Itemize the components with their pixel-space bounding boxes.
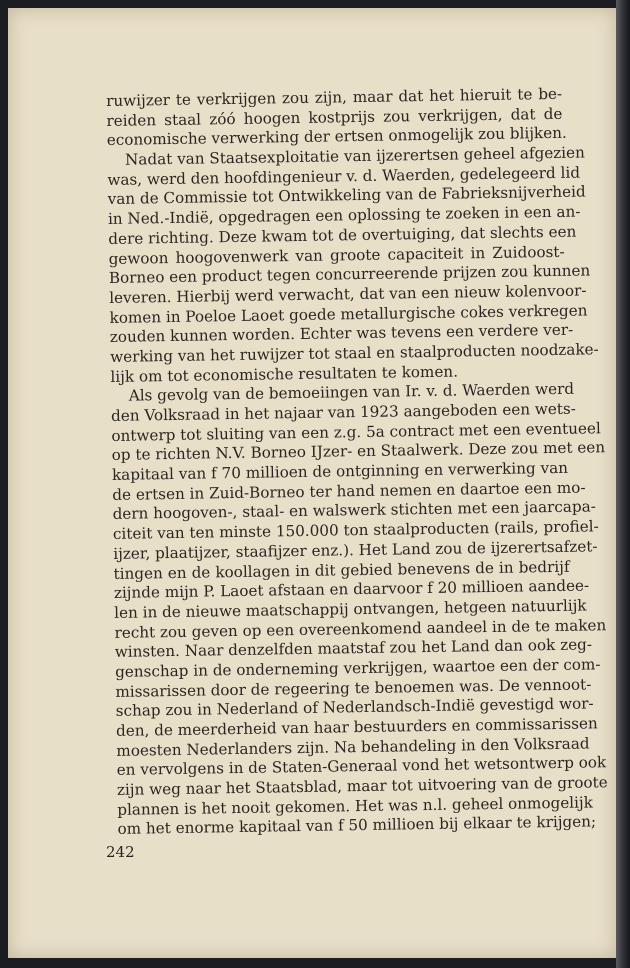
book-edge xyxy=(616,0,630,968)
text-line: missarissen door de regeering te benoemen was. De vennoot- xyxy=(115,675,592,701)
text-line: was, werd den hoofdingenieur v. d. Waerden, gedelegeerd lid xyxy=(107,163,581,189)
text-line: om het enorme kapitaal van f 50 millioen bij elkaar te krijgen; xyxy=(117,812,597,839)
text-line: in Ned.-Indië, opgedragen een oplossing te zoeken in een an- xyxy=(107,202,581,229)
text-line: kapitaal van f 70 millioen de ontginning en verwerking van xyxy=(111,458,569,485)
text-line: ijzer, plaatijzer, staafijzer enz.). Het Land zou de ijzerertsafzet- xyxy=(113,537,598,563)
text-line: lijk om tot economische resultaten te komen. xyxy=(110,362,459,386)
text-line: den Volksraad in het najaar van 1923 aangeboden een wets- xyxy=(110,399,577,425)
text-line: zijnde mijn P. Laoet afstaan en daarvoor f 20 millioen aandee- xyxy=(113,576,590,603)
text-line: zijn weg naar het Staatsblad, maar tot uitvoering van de groote xyxy=(116,773,608,799)
text-line: den, de meerderheid van haar bestuurders en commissarissen xyxy=(115,714,598,740)
text-line: ruwijzer te verkrijgen zou zijn, maar dat het hieruit te be- xyxy=(106,84,563,110)
text-line: citeit van ten minste 150.000 ton staalproducten (rails, profiel- xyxy=(112,517,599,544)
text-line: reiden staal zóó hoogen kostprijs zou verkrijgen, dat de xyxy=(106,104,563,130)
text-line: leveren. Hierbij werd verwacht, dat van een nieuw kolenvoor- xyxy=(109,281,587,307)
text-line: winsten. Naar denzelfden maatstaf zou het Land dan ook zeg- xyxy=(114,635,593,662)
text-line: dern hoogoven-, staal- en walswerk stichten met een jaarcapa- xyxy=(112,497,596,524)
text-line: Borneo een product tegen concurreerende prijzen zou kunnen xyxy=(108,261,591,288)
text-line: economische verwerking der ertsen onmogelijk zou blijken. xyxy=(106,124,567,150)
body-text xyxy=(106,84,608,840)
page-number: 242 xyxy=(106,843,135,861)
text-line: Als gevolg van de bemoeiingen van Ir. v. d. Waerden werd xyxy=(128,379,575,405)
text-line: op te richten N.V. Borneo IJzer- en Staalwerk. Deze zou met een xyxy=(111,438,606,465)
text-line: moesten Nederlanders zijn. Na behandeling in den Volksraad xyxy=(116,734,590,760)
text-line: plannen is het nooit gekomen. Het was n.l. geheel onmogelijk xyxy=(117,793,593,819)
text-line: werking van het ruwijzer tot staal en staalproducten noodzake- xyxy=(110,340,599,366)
text-line: schap zou in Nederland of Nederlandsch-Indië gevestigd wor- xyxy=(115,694,594,721)
text-line: en vervolgens in de Staten-Generaal vond het wetsontwerp ook xyxy=(116,753,607,780)
text-line: de ertsen in Zuid-Borneo ter hand nemen en daartoe een mo- xyxy=(112,478,586,504)
text-line: dere richting. Deze kwam tot de overtuiging, dat slechts een xyxy=(108,222,577,248)
text-line: ontwerp tot sluiting van een z.g. 5a contract met een eventueel xyxy=(111,418,601,445)
text-line: tingen en de koollagen in dit gebied benevens de in bedrijf xyxy=(113,557,570,583)
text-line: genschap in de onderneming verkrijgen, waartoe een der com- xyxy=(114,655,601,681)
text-line: zouden kunnen worden. Echter was tevens een verdere ver- xyxy=(109,320,574,347)
text-line: Nadat van Staatsexploitatie van ijzerertsen geheel afgezien xyxy=(124,143,586,169)
text-line: recht zou geven op een overeenkomend aandeel in de te maken xyxy=(114,615,607,642)
text-line: gewoon hoogovenwerk van groote capaciteit in Zuidoost- xyxy=(108,242,565,268)
text-line: len in de nieuwe maatschappij ontvangen, hetgeen natuurlijk xyxy=(114,596,587,622)
text-line: van de Commissie tot Ontwikkeling van de Fabrieksnijverheid xyxy=(107,182,586,209)
text-line: komen in Poeloe Laoet goede metallurgische cokes verkregen xyxy=(109,301,588,327)
